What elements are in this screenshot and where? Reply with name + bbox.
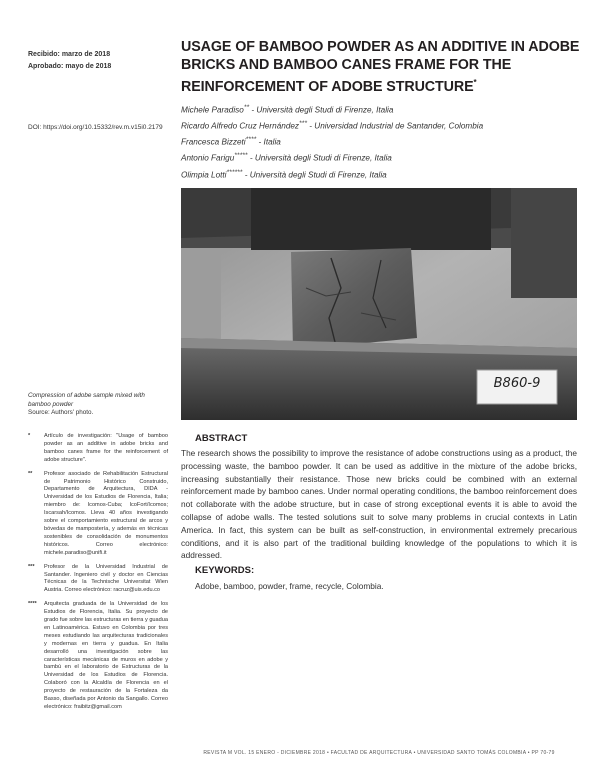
keywords-heading: KEYWORDS: — [195, 565, 255, 576]
author-line — [181, 166, 581, 182]
author-name: Olimpia Lotti — [181, 170, 227, 180]
keywords-body: Adobe, bamboo, powder, frame, recycle, Colombia. — [195, 581, 384, 591]
authors-list — [181, 101, 581, 182]
footnote-mark: * — [28, 433, 31, 439]
author-affiliation: - Università degli Studi di Firenze, Italia — [242, 170, 387, 180]
article-title — [181, 38, 581, 96]
approved-date: Aprobado: mayo de 2018 — [28, 63, 112, 70]
author-line — [181, 149, 581, 165]
doi-link[interactable]: DOI: https://doi.org/10.15332/rev.m.v15i0.2179 — [28, 124, 163, 131]
footnote-mark: ** — [28, 470, 33, 477]
footnotes — [28, 433, 168, 718]
author-name: Antonio Farigu — [181, 154, 235, 164]
author-mark: **** — [245, 136, 257, 144]
sample-label: B860-9 — [493, 376, 541, 391]
abstract-body: The research shows the possibility to improve the resistance of adobe constructions using as a product, the processing waste, the bamboo powder. It can be used as additive in the mixture of the adobe bricks, increasing substantially their resistance. Those new bricks could be combined with an external reinforcement made by bamboo canes. Under normal operating conditions, the bamboo reinforcement does not collaborate with the adobe structure, but in case of strong exceptional events it is able to avoid the collapse of adobe walls. The tested solutions suit to solve many problems in crucial contexts in Latin America. In fact, this system can be built as self-construction, in environmental extremely precarious conditions, and it is also part of the traditional building knowledge of the populations to which it is addressed. — [181, 448, 577, 561]
footnote-text: Arquitecta graduada de la Universidad de los Estudios de Florencia, Italia. Su proyecto de grado fue sobre las estructuras en tierra y guadua en Latinoamérica. Estuvo en Colombia por tres meses estudiando las arquitecturas tradicionales y modernas en tierra y guadua. En Italia desarrolló una investigación sobre las características mecánicas de muros en adobe y bambú en el laboratorio de Estructuras de la Universidad de los Estudios de Florencia. Colaboró con la Alcaldía de Florencia en el proyecto de restauración de la Fortaleza da Basso, diseñada por Antonio da Sangallo. Correo electrónico: fraibitz@gmail.com — [44, 601, 168, 710]
author-affiliation: - Università degli Studi di Firenze, Italia — [249, 105, 394, 115]
footnote-mark: *** — [28, 563, 35, 570]
author-affiliation: - Università degli Studi di Firenze, Italia — [247, 154, 392, 164]
footnote — [28, 601, 168, 712]
caption-source: Source: Authors' photo. — [28, 409, 94, 417]
footnote-mark: **** — [28, 601, 37, 608]
author-affiliation: - Universidad Industrial de Santander, Colombia — [307, 121, 484, 131]
footnote-text: Profesor asociado de Rehabilitación Estructural de Patrimonio Histórico Construido, Departamento de Arquitectura, DIDA - Universidad de los Estudios de Florencia, Italia; miembro de: Icomos-Cuba; IcoFort/Icomos; Iscarsah/Icomos. Lleva 40 años investigando sobre el comportamiento estructural de arcos y bóvedas de mampostería, y además en técnicas sostenibles de consolidación de monumentos históricos. Correo electrónico: michele.paradiso@unifi.it — [44, 470, 168, 556]
author-mark: *** — [299, 120, 307, 128]
footnote-text: Artículo de investigación: "Usage of bamboo powder as an additive in adobe bricks and bamboo canes frame for the reinforcement of adobe structure". — [44, 433, 168, 463]
author-name: Michele Paradiso — [181, 105, 244, 115]
footnote — [28, 471, 168, 558]
footnote — [28, 433, 168, 465]
caption-text: Compression of adobe sample mixed with bamboo powder — [28, 392, 145, 408]
author-affiliation: - Italia — [256, 138, 281, 148]
author-mark: ***** — [234, 152, 248, 160]
left-meta — [28, 49, 111, 73]
title-text: USAGE OF BAMBOO POWDER AS AN ADDITIVE IN ADOBE BRICKS AND BAMBOO CANES FRAME FOR THE REINFORCEMENT OF ADOBE STRUCTURE — [181, 39, 580, 95]
footnote-text: Profesor de la Universidad Industrial de Santander. Ingeniero civil y doctor en Ciencias Técnicas de la Technische Universitat Wien Austria. Correo electrónico: racruz@uis.edu.co — [44, 563, 168, 594]
author-name: Francesca Bizzeti — [181, 138, 246, 148]
page-footer: REVISTA M VOL. 15 ENERO - DICIEMBRE 2018 • FACULTAD DE ARQUITECTURA • UNIVERSIDAD SANTO TOMÁS COLOMBIA • PP 70-79 — [203, 750, 555, 756]
author-mark: ****** — [226, 168, 243, 176]
received-date: Recibido: marzo de 2018 — [28, 51, 111, 58]
author-line — [181, 117, 581, 133]
title-footnote-mark: * — [473, 78, 477, 87]
author-line — [181, 133, 581, 149]
author-line — [181, 101, 581, 117]
author-name: Ricardo Alfredo Cruz Hernández — [181, 121, 300, 131]
footnote — [28, 564, 168, 596]
figure-caption — [28, 392, 168, 418]
author-mark: ** — [243, 104, 250, 111]
figure-photo — [181, 188, 577, 420]
abstract-heading: ABSTRACT — [195, 433, 248, 444]
